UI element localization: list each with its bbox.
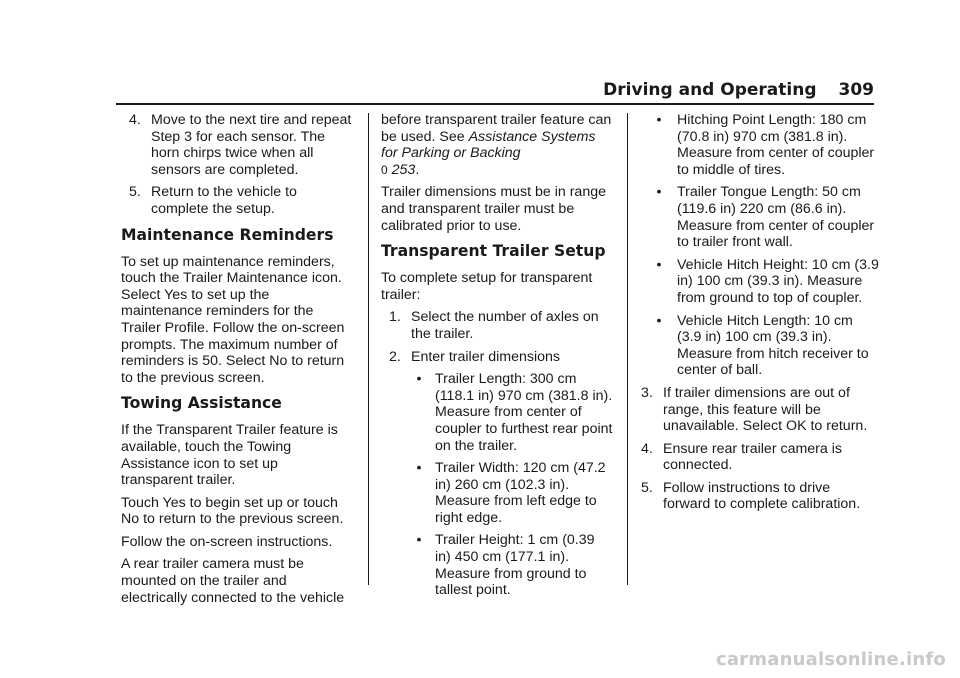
step-text: Ensure rear trailer camera is connected. <box>663 440 842 474</box>
bullet-text: Trailer Tongue Length: 50 cm (119.6 in) 220 cm (86.6 in). Measure from center of coupler to trailer front wall. <box>677 184 875 251</box>
text: before transparent trailer feature can be used. See <box>381 112 612 145</box>
step-number: 2. <box>389 348 401 365</box>
bullet-text: Trailer Length: 300 cm (118.1 in) 970 cm (381.8 in). Measure from center of coupler to furthest rear point on the trailer. <box>435 371 613 454</box>
bullet-icon: • <box>656 184 662 201</box>
bullet-item <box>381 371 614 454</box>
paragraph: To set up maintenance reminders, touch the Trailer Maintenance icon. Select Yes to set up the maintenance reminders for the Trailer Profile. Follow the on-screen prompts. The maximum number of reminders is 50. Select No to return to the previous screen. <box>121 253 345 386</box>
bullet-text: Vehicle Hitch Length: 10 cm (3.9 in) 100 cm (39.3 in). Measure from hitch receiver to center of ball. <box>677 312 869 379</box>
paragraph: Follow the on-screen instructions. <box>121 533 333 550</box>
paragraph: A rear trailer camera must be mounted on the trailer and electrically connected to the vehicle <box>121 556 345 606</box>
heading-towing-assistance: Towing Assistance <box>121 394 282 413</box>
step-number: 4. <box>641 440 653 457</box>
page-header <box>603 80 874 100</box>
bullet-text: Hitching Point Length: 180 cm (70.8 in) 970 cm (381.8 in). Measure from center of coupler to middle of tires. <box>677 112 875 178</box>
page-reference[interactable]: 253 <box>391 161 416 178</box>
paragraph-continued <box>381 112 614 178</box>
section-title: Driving and Operating <box>603 80 817 100</box>
bullet-item <box>641 257 881 307</box>
bullet-text: Trailer Height: 1 cm (0.39 in) 450 cm (177.1 in). Measure from ground to tallest point. <box>435 532 595 599</box>
bullet-icon: • <box>656 256 662 273</box>
list-item <box>381 309 614 342</box>
bullet-icon: • <box>656 112 662 128</box>
bullet-icon: • <box>416 371 422 388</box>
bullet-item <box>641 112 881 178</box>
step-text: Move to the next tire and repeat Step 3 for each sensor. The horn chirps twice when all sensors are completed. <box>151 112 352 178</box>
bullet-item <box>381 532 614 598</box>
step-text: Return to the vehicle to complete the setup. <box>151 184 297 217</box>
column-divider-1 <box>368 113 369 585</box>
step-number: 4. <box>129 112 141 128</box>
column-3 <box>641 112 881 519</box>
bullet-item <box>641 184 881 250</box>
bullet-icon: • <box>416 532 422 549</box>
step-number: 5. <box>129 184 141 201</box>
bullet-item <box>381 460 614 526</box>
cross-reference-link[interactable]: Assistance Systems for Parking or Backing <box>381 128 596 162</box>
step-text: If trailer dimensions are out of range, this feature will be unavailable. Select OK to return. <box>663 384 868 435</box>
bullet-text: Vehicle Hitch Height: 10 cm (3.9 in) 100 cm (39.3 in). Measure from ground to top of coupler. <box>677 256 879 306</box>
bullet-icon: • <box>416 460 422 477</box>
column-2 <box>381 112 614 605</box>
column-divider-2 <box>627 113 628 585</box>
step-number: 3. <box>641 384 653 401</box>
paragraph: To complete setup for transparent trailer: <box>381 270 593 303</box>
page-number: 309 <box>838 80 874 100</box>
heading-transparent-trailer-setup: Transparent Trailer Setup <box>381 242 606 261</box>
step-number: 1. <box>389 309 401 326</box>
paragraph: Touch Yes to begin set up or touch No to return to the previous screen. <box>121 494 344 528</box>
bullet-icon: • <box>656 312 662 329</box>
heading-maintenance-reminders: Maintenance Reminders <box>121 225 334 244</box>
paragraph: Trailer dimensions must be in range and transparent trailer must be calibrated prior to use. <box>381 184 606 234</box>
watermark: carmanualsonline.info <box>715 649 946 670</box>
step-text: Enter trailer dimensions <box>411 348 561 365</box>
list-item <box>641 385 881 435</box>
step-text: Follow instructions to drive forward to complete calibration. <box>663 479 861 513</box>
page-ref-icon: 0 <box>381 162 388 177</box>
bullet-item <box>641 313 881 379</box>
text: . <box>415 161 420 178</box>
list-item <box>121 184 353 217</box>
list-item <box>121 112 353 178</box>
header-rule <box>116 103 874 105</box>
list-item <box>381 349 614 366</box>
list-item <box>641 480 881 513</box>
bullet-text: Trailer Width: 120 cm (47.2 in) 260 cm (102.3 in). Measure from left edge to right edge. <box>435 460 606 526</box>
paragraph: If the Transparent Trailer feature is available, touch the Towing Assistance icon to set up transparent trailer. <box>121 422 338 489</box>
step-number: 5. <box>641 479 653 496</box>
step-text: Select the number of axles on the trailer. <box>411 309 599 342</box>
list-item <box>641 441 881 474</box>
column-1 <box>121 112 353 612</box>
